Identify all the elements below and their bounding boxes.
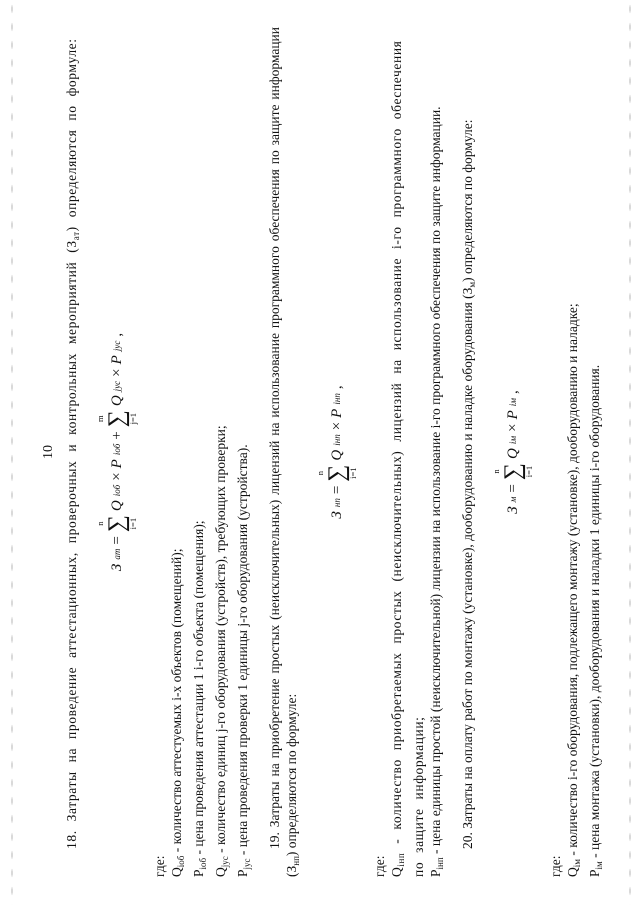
page-number: 10 [41,445,56,459]
definition-line: $P_{iоб}$ - цена проведения аттестации 1 i-го объекта (помещения); [191,520,208,877]
scan-edge-left [10,0,14,905]
definition-line: $P_{iм}$ - цена монтажа (установки), дооборудования и наладки 1 единицы i-го оборудования. [587,364,604,877]
where-label: где: [152,855,167,877]
formula-attestation: З ат = n ∑ i=1 Q iоб × P iоб + m ∑ j=1 Q jус × P jус , [95,332,138,572]
section-19 [266,27,449,877]
definition-line: $P_{jус}$ - цена проведения проверки 1 единицы j-го оборудования (устройства). [235,444,252,877]
definition-line: $Q_{iнп}$ - количество приобретаемых простых (неисключительных) лицензий на использование i-го программного обеспечения по защите информации; [389,40,426,877]
section-20 [459,27,608,877]
section-intro: 18. Затраты на проведение аттестационных, проверочных и контрольных мероприятий $(З_{ат})$ определяются по формуле: [64,38,81,849]
rotated-page-content [40,27,604,877]
sum-symbol: n ∑ i=1 [315,464,358,482]
scan-edge-right [628,0,632,905]
section-intro: 19. Затраты на приобретение простых (неисключительных) лицензий на использование программного обеспечения по защите информации $(З_{нп})$ определяются по формуле: [267,27,301,877]
definition-line: $Q_{iм}$ - количество i-го оборудования, подлежащего монтажу (установке), дооборудованию и наладке; [565,303,582,877]
sum-symbol: n ∑ i=1 [491,462,534,481]
where-label: где: [372,855,387,877]
formula-installation: З м = n ∑ i=1 Q iм × P iм , [491,390,534,514]
sum-symbol: n ∑ i=1 [95,515,138,533]
formula-licenses: З нп = n ∑ i=1 Q iнп × P iнп , [315,385,358,519]
where-label: где: [548,855,563,877]
sum-symbol: m ∑ j=1 [95,410,138,428]
definition-line: $Q_{jус}$ - количество единиц j-го оборудования (устройств), требующих проверки; [213,425,230,877]
section-18 [63,27,256,877]
definition-line: $P_{iнп}$ - цена единицы простой (неисключительной) лицензии на использование i-го программного обеспечения по защите информации. [428,106,445,877]
definition-line: $Q_{iоб}$ - количество аттестуемых i-х объектов (помещений); [169,548,186,877]
section-intro: 20. Затраты на оплату работ по монтажу (установке), дооборудованию и наладке оборудования $(З_м)$ определяются по формуле: [460,119,477,849]
